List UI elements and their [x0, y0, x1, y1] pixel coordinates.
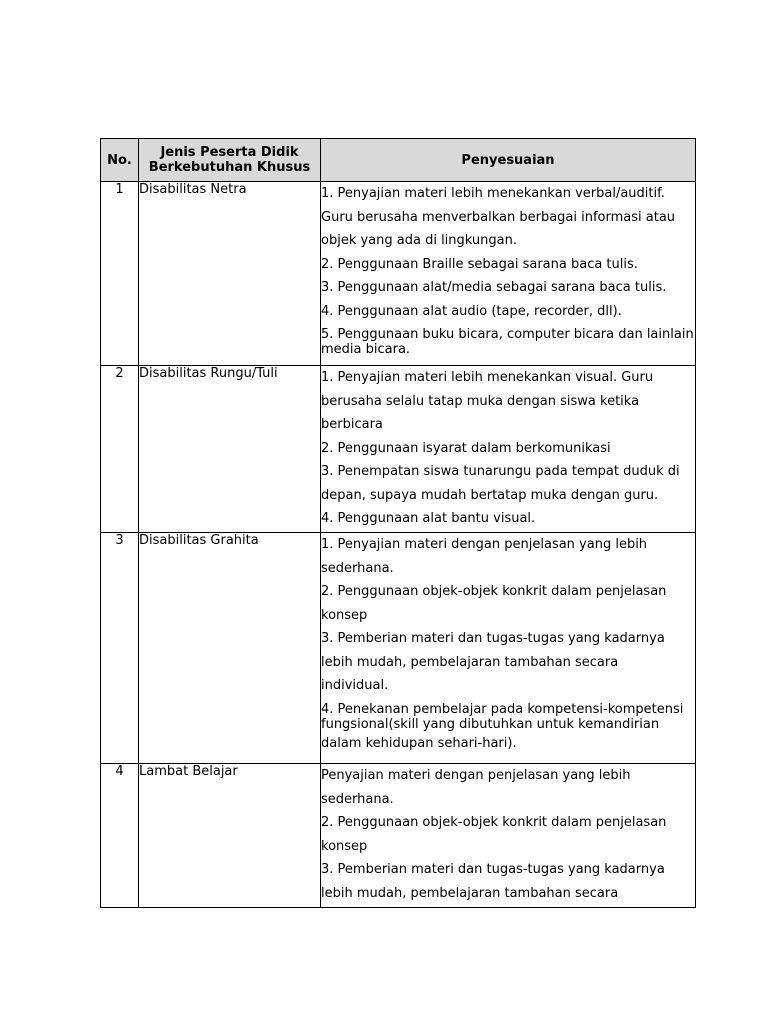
item-line: konsep [321, 838, 368, 854]
row-type: Disabilitas Grahita [139, 533, 321, 764]
table-row [101, 764, 696, 908]
item-line: media bicara. [321, 342, 411, 357]
list-item [321, 811, 695, 858]
row-adjustments [321, 764, 696, 908]
header-adjustment: Penyesuaian [321, 139, 696, 182]
row-number: 2 [101, 366, 139, 533]
list-item [321, 300, 695, 324]
header-type-line2: Berkebutuhan Khusus [148, 160, 311, 175]
item-line: individual. [321, 678, 389, 693]
item-line: konsep [321, 607, 368, 623]
item-line: 2. Penggunaan objek-objek konkrit dalam penjelasan [321, 815, 667, 830]
row-type: Lambat Belajar [139, 764, 321, 908]
row-type: Disabilitas Rungu/Tuli [139, 366, 321, 533]
list-item [321, 507, 695, 531]
list-item [321, 858, 695, 905]
item-line: 1. Penyajian materi dengan penjelasan yang lebih [321, 537, 648, 552]
table-row [101, 366, 696, 533]
table-row [101, 533, 696, 764]
row-adjustments [321, 182, 696, 366]
list-item [321, 698, 695, 756]
item-line: dalam kehidupan sehari-hari). [321, 735, 517, 751]
item-line: 3. Pemberian materi dan tugas-tugas yang kadarnya [321, 631, 665, 646]
list-item [321, 627, 695, 698]
item-line: lebih mudah, pembelajaran tambahan secara [321, 654, 619, 670]
list-item [321, 460, 695, 507]
item-line: 2. Penggunaan Braille sebagai sarana baca tulis. [321, 256, 638, 272]
item-line: 5. Penggunaan buku bicara, computer bicara dan lainlain [321, 327, 694, 342]
row-type: Disabilitas Netra [139, 182, 321, 366]
item-line: berbicara [321, 417, 383, 432]
item-line: Guru berusaha menverbalkan berbagai informasi atau [321, 209, 676, 225]
item-line: 2. Penggunaan isyarat dalam berkomunikasi [321, 440, 611, 456]
list-item [321, 276, 695, 300]
item-line: 3. Penggunaan alat/media sebagai sarana baca tulis. [321, 280, 667, 295]
list-item [321, 323, 695, 361]
row-number: 3 [101, 533, 139, 764]
list-item [321, 182, 695, 253]
item-line: 1. Penyajian materi lebih menekankan verbal/auditif. [321, 186, 665, 201]
item-line: depan, supaya mudah bertatap muka dengan guru. [321, 487, 659, 503]
list-item [321, 764, 695, 811]
row-adjustments [321, 533, 696, 764]
item-line: 1. Penyajian materi lebih menekankan visual. Guru [321, 370, 654, 385]
table-row [101, 182, 696, 366]
list-item [321, 533, 695, 580]
header-no: No. [101, 139, 139, 182]
item-line: 3. Pemberian materi dan tugas-tugas yang kadarnya [321, 862, 665, 877]
item-line: 4. Penggunaan alat bantu visual. [321, 511, 536, 526]
header-type [139, 139, 321, 182]
item-line: 4. Penggunaan alat audio (tape, recorder, dll). [321, 303, 622, 319]
accommodation-table [100, 138, 696, 908]
item-line: sederhana. [321, 560, 394, 576]
item-line: Penyajian materi dengan penjelasan yang lebih [321, 768, 631, 783]
table-header-row [101, 139, 696, 182]
row-number: 4 [101, 764, 139, 908]
list-item [321, 253, 695, 277]
item-line: 2. Penggunaan objek-objek konkrit dalam penjelasan [321, 584, 667, 599]
list-item [321, 580, 695, 627]
header-type-line1: Jenis Peserta Didik [160, 145, 299, 160]
item-line: objek yang ada di lingkungan. [321, 233, 517, 248]
row-adjustments [321, 366, 696, 533]
item-line: fungsional(skill yang dibutuhkan untuk kemandirian [321, 716, 660, 732]
item-line: 3. Penempatan siswa tunarungu pada tempat duduk di [321, 464, 680, 479]
list-item [321, 437, 695, 461]
row-number: 1 [101, 182, 139, 366]
item-line: berusaha selalu tatap muka dengan siswa ketika [321, 393, 640, 409]
list-item [321, 366, 695, 437]
item-line: sederhana. [321, 791, 394, 807]
item-line: 4. Penekanan pembelajar pada kompetensi-kompetensi [321, 701, 684, 717]
item-line: lebih mudah, pembelajaran tambahan secara [321, 885, 619, 901]
